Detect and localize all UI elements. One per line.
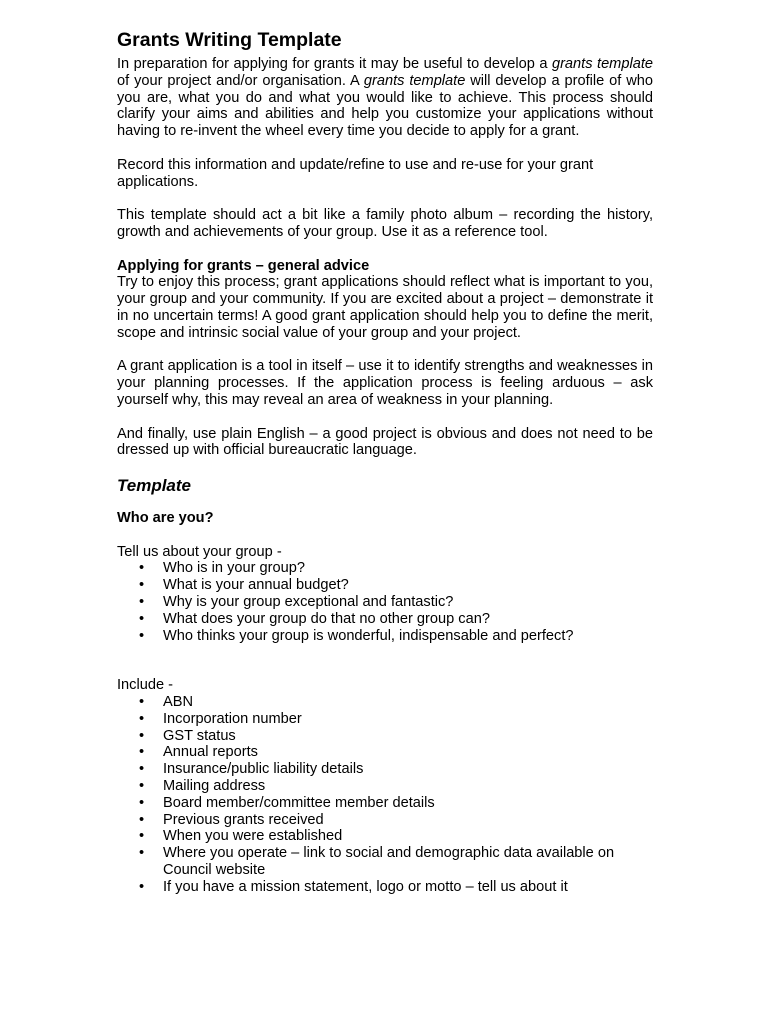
bullet-icon: • xyxy=(139,694,145,711)
list-item-text: Board member/committee member details xyxy=(163,794,435,811)
list-item-text: If you have a mission statement, logo or motto – tell us about it xyxy=(163,878,568,895)
bullet-icon: • xyxy=(139,710,145,727)
template-heading: Template xyxy=(117,475,192,495)
list-item-text: Where you operate – link to social and demographic data available on Council website xyxy=(163,845,615,879)
who-are-you-heading: Who are you? xyxy=(117,509,214,526)
list-item xyxy=(117,828,653,845)
list-item-text: Incorporation number xyxy=(163,710,302,727)
bullet-icon: • xyxy=(139,727,145,744)
list-item xyxy=(117,560,653,577)
list-item xyxy=(117,711,653,728)
list-item xyxy=(117,594,653,611)
bullet-icon: • xyxy=(139,811,145,828)
advice-paragraph-2: A grant application is a tool in itself – use it to identify strengths and weaknesses in your planning processes. If the application process is feeling arduous – ask yourself why, this may reveal an area of weakness in your planning. xyxy=(117,358,653,408)
include-items-list xyxy=(117,694,653,896)
bullet-icon: • xyxy=(139,593,145,610)
list-item-text: GST status xyxy=(163,727,236,744)
list-item-text: What does your group do that no other group can? xyxy=(163,610,490,627)
bullet-icon: • xyxy=(139,627,145,644)
bullet-icon: • xyxy=(139,744,145,761)
advice-heading: Applying for grants – general advice xyxy=(117,257,370,274)
list-item-text: Who is in your group? xyxy=(163,560,305,577)
list-item-text: Previous grants received xyxy=(163,811,324,828)
advice-paragraph-1: Try to enjoy this process; grant applications should reflect what is important to you, your group and your community. If you are excited about a project – demonstrate it in no uncertain terms! A good grant application should help you to define the merit, scope and intrinsic social value of your group and your project. xyxy=(117,274,653,341)
include-list-intro: Include - xyxy=(117,677,173,694)
intro-paragraph-3: This template should act a bit like a family photo album – recording the history, growth and achievements of your group. Use it as a reference tool. xyxy=(117,207,653,240)
list-item xyxy=(117,778,653,795)
list-item-text: When you were established xyxy=(163,828,343,845)
intro-paragraph-2: Record this information and update/refine to use and re-use for your grant applications. xyxy=(117,156,594,190)
list-item-text: What is your annual budget? xyxy=(163,577,349,594)
grants-template-emphasis: grants template xyxy=(363,72,466,89)
list-item xyxy=(117,694,653,711)
list-item xyxy=(117,611,653,628)
grants-template-emphasis: grants template xyxy=(551,56,653,72)
list-item xyxy=(117,728,653,745)
list-item xyxy=(117,795,653,812)
list-item-text: Mailing address xyxy=(163,778,266,795)
list-item-text: Who thinks your group is wonderful, indispensable and perfect? xyxy=(163,627,574,644)
list-item xyxy=(117,628,653,645)
list-item-text: Why is your group exceptional and fantastic? xyxy=(163,593,454,610)
list-item-text: ABN xyxy=(163,694,194,711)
bullet-icon: • xyxy=(139,577,145,594)
list-item-text: Insurance/public liability details xyxy=(163,761,364,778)
bullet-icon: • xyxy=(139,878,145,895)
bullet-icon: • xyxy=(139,794,145,811)
group-questions-list xyxy=(117,560,653,644)
list-item xyxy=(117,577,653,594)
document-title: Grants Writing Template xyxy=(117,29,342,51)
list-item xyxy=(117,879,653,896)
list-item xyxy=(117,744,653,761)
bullet-icon: • xyxy=(139,828,145,845)
bullet-icon: • xyxy=(139,845,145,862)
bullet-icon: • xyxy=(139,610,145,627)
bullet-icon: • xyxy=(139,778,145,795)
advice-paragraph-3: And finally, use plain English – a good project is obvious and does not need to be dressed up with official bureaucratic language. xyxy=(117,425,653,459)
bullet-icon: • xyxy=(139,761,145,778)
list-item xyxy=(117,812,653,829)
list-item xyxy=(117,761,653,778)
list-item xyxy=(117,845,653,879)
spacer xyxy=(117,644,653,677)
intro-paragraph-1: In preparation for applying for grants it may be useful to develop a grants template of your project and/or organisation. A grants template will develop a profile of who you are, what you do and what you would like to achieve. This process should clarify your aims and abilities and help you customize your applications without having to re-invent the wheel every time you decide to apply for a grant. xyxy=(117,56,653,140)
document-page xyxy=(117,28,653,896)
list-item-text: Annual reports xyxy=(163,744,258,761)
bullet-icon: • xyxy=(139,560,145,577)
group-list-intro: Tell us about your group - xyxy=(117,543,282,560)
